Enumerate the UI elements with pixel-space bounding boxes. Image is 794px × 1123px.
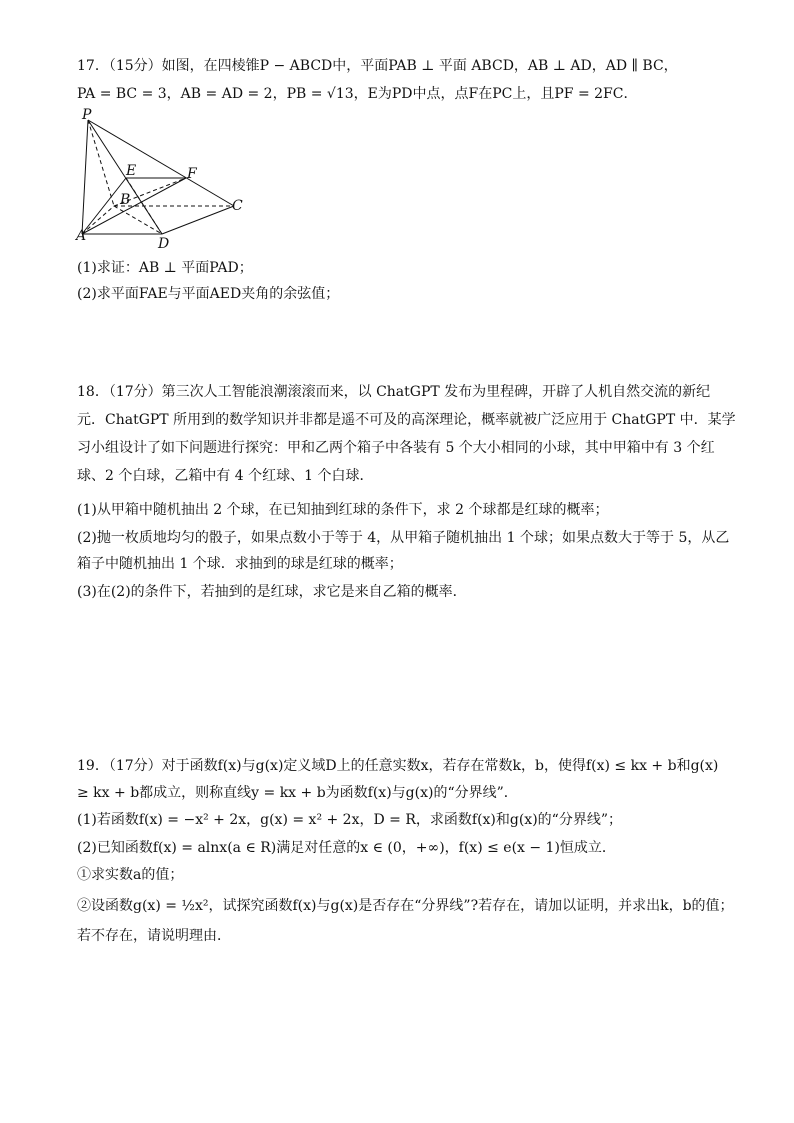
- q19-sub2-cont: 若不存在，请说明理由．: [77, 928, 231, 944]
- q19-part2: (2)已知函数f(x) = alnx(a ∈ R)满足对任意的x ∈ (0，+∞)，f(x) ≤ e(x − 1)恒成立．: [77, 840, 616, 856]
- q18-part3: (3)在(2)的条件下，若抽到的是红球，求它是来自乙箱的概率．: [77, 584, 467, 600]
- q18-stem-line4: 球、2 个白球，乙箱中有 4 个红球、1 个白球．: [77, 468, 374, 484]
- q18-stem-line1: 18．（17分）第三次人工智能浪潮滚滚而来，以 ChatGPT 发布为里程碑，开辟了人机自然交流的新纪: [77, 384, 711, 400]
- q17-part2: (2)求平面FAE与平面AED夹角的余弦值；: [77, 286, 340, 302]
- pyramid-figure: [74, 108, 254, 248]
- label-B: B: [120, 192, 131, 208]
- label-D: D: [158, 236, 170, 248]
- q19-sub1: ①求实数a的值；: [77, 867, 184, 883]
- label-F: F: [187, 166, 197, 182]
- q18-stem-line2: 元．ChatGPT 所用到的数学知识并非都是遥不可及的高深理论，概率就被广泛应用于 ChatGPT 中．某学: [77, 412, 736, 428]
- q17-stem-line2: PA = BC = 3，AB = AD = 2，PB = √13，E为PD中点，点F在PC上，且PF = 2FC．: [77, 86, 638, 102]
- label-A: A: [76, 228, 87, 244]
- label-P: P: [82, 108, 92, 123]
- q18-part1: (1)从甲箱中随机抽出 2 个球，在已知抽到红球的条件下，求 2 个球都是红球的概率；: [77, 502, 609, 518]
- q17-part1: (1)求证：AB ⊥ 平面PAD；: [77, 260, 253, 276]
- q19-stem-line2: ≥ kx + b都成立，则称直线y = kx + b为函数f(x)与g(x)的“分界线”．: [77, 785, 518, 801]
- q17-stem-line1: 17．（15分）如图，在四棱锥P − ABCD中，平面PAB ⊥ 平面 ABCD，AB ⊥ AD，AD ∥ BC，: [77, 58, 678, 74]
- q19-stem-line1: 19．（17分）对于函数f(x)与g(x)定义域D上的任意实数x，若存在常数k，b，使得f(x) ≤ kx + b和g(x): [77, 758, 719, 774]
- label-E: E: [126, 163, 137, 179]
- q18-part2-line1: (2)抛一枚质地均匀的骰子，如果点数小于等于 4，从甲箱子随机抽出 1 个球；如果点数大于等于 5，从乙: [77, 530, 730, 546]
- q18-part2-line2: 箱子中随机抽出 1 个球．求抽到的球是红球的概率；: [77, 556, 403, 572]
- q19-part1: (1)若函数f(x) = −x² + 2x，g(x) = x² + 2x，D = R，求函数f(x)和g(x)的“分界线”；: [77, 812, 622, 828]
- q18-stem-line3: 习小组设计了如下问题进行探究：甲和乙两个箱子中各装有 5 个大小相同的小球，其中甲箱中有 3 个红: [77, 440, 715, 456]
- q19-sub2: ②设函数g(x) = ½x²，试探究函数f(x)与g(x)是否存在“分界线”?若存在，请加以证明，并求出k，b的值；: [77, 898, 734, 914]
- label-C: C: [232, 198, 243, 214]
